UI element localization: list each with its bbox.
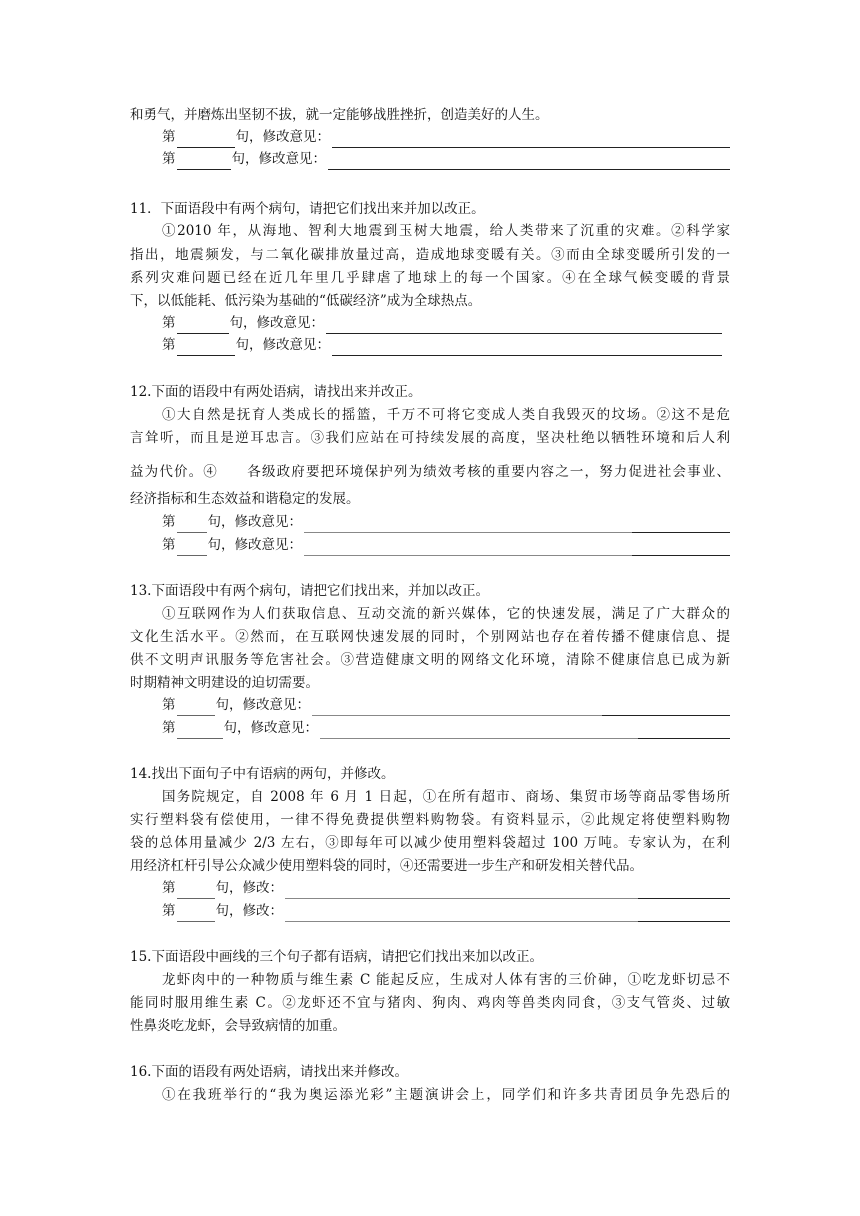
q12-line-4: 经济指标和生态效益和谐稳定的发展。 [130, 491, 360, 507]
q13-answer-line-1: 第 句，修改意见： [162, 694, 730, 716]
sentence-number-blank[interactable] [177, 883, 215, 899]
q12-line-1: ①大自然是抚育人类成长的摇篮，千万不可将它变成人类自我毁灭的坟场。②这不是危 [162, 407, 730, 423]
q11-line-1: ①2010 年，从海地、智利大地震到玉树大地震，给人类带来了沉重的灾难。②科学家 [162, 223, 730, 239]
q14-answer-line-2: 第 句，修改： [162, 900, 730, 922]
q12-title: 12.下面的语段中有两处语病，请找出来并改正。 [130, 384, 422, 400]
revision-blank[interactable] [285, 883, 638, 899]
q15-title: 15.下面语段中画线的三个句子都有语病，请把它们找出来加以改正。 [130, 949, 543, 965]
q12-line-2: 言耸听，而且是逆耳忠言。③我们应站在可持续发展的高度，坚决杜绝以牺牲环境和后人利 [130, 430, 730, 446]
q10-answer-line-1: 第 句，修改意见： [162, 126, 730, 148]
sentence-number-blank[interactable] [177, 906, 215, 922]
q10-continuation: 和勇气，并磨炼出坚韧不拔，就一定能够战胜挫折，创造美好的人生。 [130, 107, 549, 123]
sentence-number-blank[interactable] [177, 154, 231, 170]
q12-line-3: 益为代价。④ 各级政府要把环境保护列为绩效考核的重要内容之一，努力促进社会事业、 [130, 464, 730, 480]
sentence-number-blank[interactable] [177, 517, 207, 533]
q16-title: 16.下面的语段有两处语病，请找出来并修改。 [130, 1064, 408, 1080]
q13-line-2: 文化生活水平。②然而，在互联网快速发展的同时，个别网站也存在着传播不健康信息、提 [130, 629, 730, 645]
sentence-number-blank[interactable] [177, 132, 235, 148]
q11-line-3: 系列灾难问题已经在近几年里几乎肆虐了地球上的每一个国家。④在全球气候变暖的背景 [130, 270, 730, 286]
revision-blank[interactable] [304, 540, 632, 556]
q11-line-2: 指出，地震频发，与二氧化碳排放量过高，造成地球变暖有关。③而由全球变暖所引发的一 [130, 247, 730, 263]
sentence-number-blank[interactable] [177, 540, 207, 556]
sentence-number-blank[interactable] [177, 340, 235, 356]
q14-line-2: 实行塑料袋有偿使用，一律不得免费提供塑料购物袋。有资料显示，②此规定将使塑料购物 [130, 812, 730, 828]
q13-title: 13.下面语段中有两个病句，请把它们找出来，并加以改正。 [130, 583, 489, 599]
revision-blank[interactable] [312, 700, 602, 716]
q14-line-1: 国务院规定，自 2008 年 6 月 1 日起，①在所有超市、商场、集贸市场等商品零售场所 [162, 789, 730, 805]
q10-answer-line-2: 第 句，修改意见： [162, 148, 730, 170]
q13-line-4: 时期精神文明建设的迫切需要。 [130, 675, 319, 691]
q14-line-3: 袋的总体用量减少 2/3 左右，③即每年可以减少使用塑料袋超过 100 万吨。专家认为，在利 [130, 835, 730, 851]
q13-line-3: 供不文明声讯服务等危害社会。③营造健康文明的网络文化环境，清除不健康信息已成为新 [130, 652, 730, 668]
revision-blank[interactable] [328, 154, 730, 170]
q12-answer-line-1: 第 句，修改意见： [162, 511, 730, 533]
sentence-number-blank[interactable] [177, 700, 215, 716]
q15-line-3: 性鼻炎吃龙虾，会导致病情的加重。 [130, 1018, 346, 1034]
revision-blank[interactable] [332, 340, 722, 356]
q11-answer-line-1: 第 句，修改意见： [162, 312, 722, 334]
q14-line-4: 用经济杠杆引导公众减少使用塑料袋的同时，④还需要进一步生产和研发相关替代品。 [130, 858, 643, 874]
q15-line-2: 能同时服用维生素 C。②龙虾还不宜与猪肉、狗肉、鸡肉等兽类肉同食，③支气管炎、过敏 [130, 995, 730, 1011]
q11-answer-line-2: 第 句，修改意见： [162, 334, 722, 356]
q14-title: 14.找出下面句子中有语病的两句，并修改。 [130, 766, 395, 782]
revision-blank[interactable] [285, 906, 638, 922]
q13-answer-line-2: 第 句，修改意见： [162, 717, 730, 739]
revision-blank[interactable] [332, 132, 730, 148]
q16-line-1: ①在我班举行的“我为奥运添光彩”主题演讲会上，同学们和许多共青团员争先恐后的 [162, 1087, 730, 1103]
revision-blank[interactable] [320, 723, 638, 739]
q14-answer-line-1: 第 句，修改： [162, 877, 730, 899]
q11-title: 11．下面语段中有两个病句，请把它们找出来并加以改正。 [130, 201, 485, 217]
q11-line-4: 下，以低能耗、低污染为基础的“低碳经济”成为全球热点。 [130, 293, 482, 309]
q13-line-1: ①互联网作为人们获取信息、互动交流的新兴媒体，它的快速发展，满足了广大群众的 [162, 606, 730, 622]
revision-blank[interactable] [326, 318, 722, 334]
revision-blank[interactable] [304, 517, 632, 533]
q15-line-1: 龙虾肉中的一种物质与维生素 C 能起反应，生成对人体有害的三价砷，①吃龙虾切忌不 [162, 972, 730, 988]
sentence-number-blank[interactable] [177, 318, 229, 334]
q12-answer-line-2: 第 句，修改意见： [162, 534, 730, 556]
sentence-number-blank[interactable] [177, 723, 223, 739]
